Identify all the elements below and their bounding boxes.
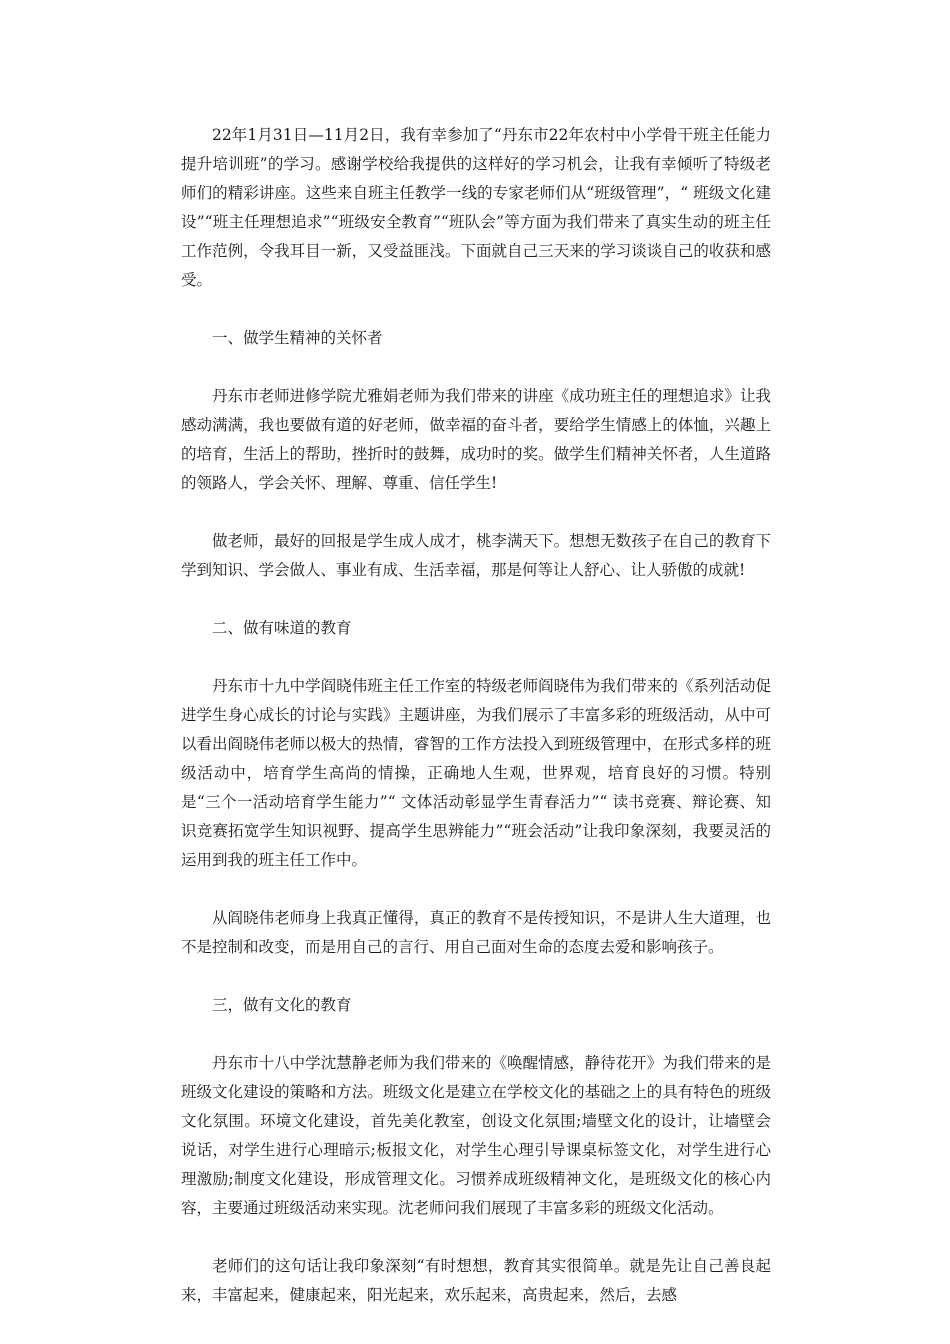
intro-paragraph: 22年1月31日—11月2日，我有幸参加了“丹东市22年农村中小学骨干班主任能力提升培训班”的学习。感谢学校给我提供的这样好的学习机会，让我有幸倾听了特级老师们的精彩讲座。这些来自班主任教学一线的专家老师们从“班级管理”，“ 班级文化建设”“班主任理想追求”“班级安全教育”“班队会”等方面为我们带来了真实生动的班主任工作范例，令我耳目一新，又受益匪浅。下面就自己三天来的学习谈谈自己的收获和感受。 — [181, 126, 771, 289]
section-1-paragraph-2: 做老师，最好的回报是学生成人成才，桃李满天下。想想无数孩子在自己的教育下学到知识、学会做人、事业有成、生活幸福，那是何等让人舒心、让人骄傲的成就! — [181, 532, 771, 579]
section-heading-2: 二、做有味道的教育 — [212, 619, 352, 637]
document-body — [181, 121, 771, 1310]
section-2-paragraph-1: 丹东市十九中学阎晓伟班主任工作室的特级老师阎晓伟为我们带来的《系列活动促进学生身心成长的讨论与实践》主题讲座，为我们展示了丰富多彩的班级活动，从中可以看出阎晓伟老师以极大的热情，睿智的工作方法投入到班级管理中，在形式多样的班级活动中，培育学生高尚的情操，正确地人生观，世界观，培育良好的习惯。特别是“三个一活动培育学生能力”“ 文体活动彰显学生青春活力”“ 读书竞赛、辩论赛、知识竞赛拓宽学生知识视野、提高学生思辨能力”“班会活动”让我印象深刻，我要灵活的运用到我的班主任工作中。 — [181, 677, 771, 869]
section-3-paragraph-1: 丹东市十八中学沈慧静老师为我们带来的《唤醒情感，静待花开》为我们带来的是班级文化建设的策略和方法。班级文化是建立在学校文化的基础之上的具有特色的班级文化氛围。环境文化建设，首先美化教室，创设文化氛围;墙壁文化的设计，让墙壁会说话，对学生进行心理暗示;板报文化，对学生心理引导课桌标签文化，对学生进行心理激励;制度文化建设，形成管理文化。习惯养成班级精神文化，是班级文化的核心内容，主要通过班级活动来实现。沈老师问我们展现了丰富多彩的班级文化活动。 — [181, 1054, 771, 1217]
section-heading-3: 三，做有文化的教育 — [212, 996, 352, 1014]
section-heading-1: 一、做学生精神的关怀者 — [212, 329, 383, 347]
section-1-paragraph-1: 丹东市老师进修学院尤雅娟老师为我们带来的讲座《成功班主任的理想追求》让我感动满满，我也要做有道的好老师，做幸福的奋斗者，要给学生情感上的体恤，兴趣上的培育，生活上的帮助，挫折时的鼓舞，成功时的奖。做学生们精神关怀者，人生道路的领路人，学会关怀、理解、尊重、信任学生! — [181, 387, 771, 492]
section-2-paragraph-2: 从阎晓伟老师身上我真正懂得，真正的教育不是传授知识，不是讲人生大道理，也不是控制和改变，而是用自己的言行、用自己面对生命的态度去爱和影响孩子。 — [181, 909, 771, 956]
section-3-paragraph-2: 老师们的这句话让我印象深刻“有时想想，教育其实很简单。就是先让自己善良起来，丰富起来，健康起来，阳光起来，欢乐起来，高贵起来，然后，去感 — [181, 1257, 771, 1304]
